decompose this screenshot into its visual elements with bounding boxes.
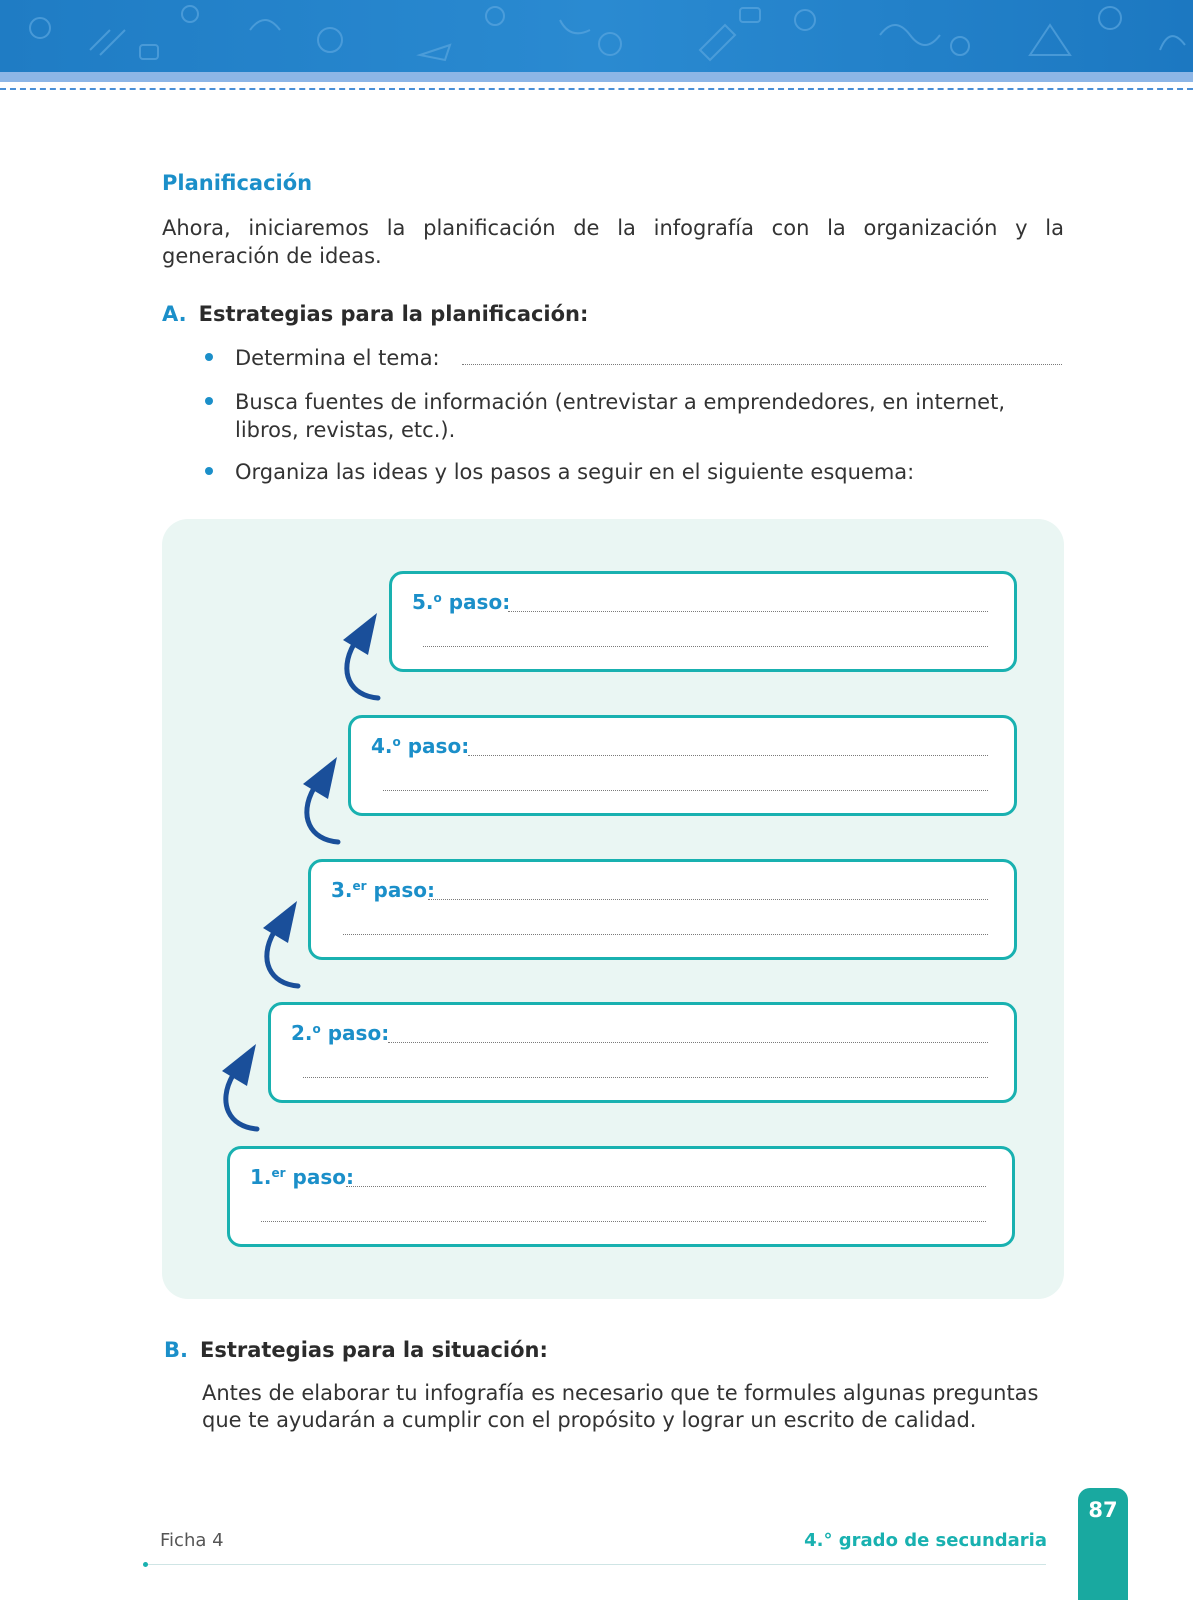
- step-2-line-2[interactable]: [303, 1077, 988, 1078]
- step-1-line-1[interactable]: [346, 1186, 986, 1187]
- step-2-label: 2.$^o$ paso:: [291, 1021, 390, 1045]
- bullet-dot-icon: [205, 353, 213, 361]
- step-4-line-1[interactable]: [468, 755, 988, 756]
- doodle-pattern: [0, 0, 1193, 72]
- bullet-text: Organiza las ideas y los pasos a seguir en el siguiente esquema:: [235, 460, 915, 484]
- step-3-line-2[interactable]: [343, 934, 988, 935]
- step-3-box[interactable]: [308, 859, 1017, 960]
- curved-arrow-icon: [250, 898, 310, 998]
- banner-dashed-divider: [0, 88, 1193, 90]
- bullet-dot-icon: [205, 397, 213, 405]
- section-b-heading-text: Estrategias para la situación:: [199, 1338, 548, 1362]
- bullet-item: [205, 388, 1065, 444]
- footer-grade: 4.° grado de secundaria: [804, 1530, 1047, 1551]
- section-b-letter: B.: [164, 1338, 188, 1362]
- section-b-heading: [164, 1338, 548, 1362]
- bullet-item: [205, 458, 1065, 486]
- section-b-paragraph: Antes de elaborar tu infografía es necesario que te formules algunas preguntas que te ayudarán a cumplir con el propósito y lograr un escrito de calidad.: [202, 1381, 1039, 1432]
- step-4-line-2[interactable]: [383, 790, 988, 791]
- step-4-box[interactable]: [348, 715, 1017, 816]
- bullet-dot-icon: [205, 467, 213, 475]
- header-banner: [0, 0, 1193, 72]
- step-5-box[interactable]: [389, 571, 1017, 672]
- step-5-label: 5.$^o$ paso:: [412, 590, 511, 614]
- step-2-box[interactable]: [268, 1002, 1017, 1103]
- curved-arrow-icon: [330, 610, 390, 710]
- step-1-line-2[interactable]: [261, 1221, 986, 1222]
- footer-divider: [146, 1564, 1046, 1565]
- step-4-label: 4.$^o$ paso:: [371, 734, 470, 758]
- step-5-line-1[interactable]: [508, 611, 988, 612]
- step-1-label: 1.$^{er}$ paso:: [250, 1165, 355, 1189]
- footer-dot-icon: [143, 1562, 148, 1567]
- step-1-box[interactable]: [227, 1146, 1015, 1247]
- page-number-tab: [1078, 1488, 1128, 1600]
- step-3-line-1[interactable]: [428, 899, 988, 900]
- bullet-text: Busca fuentes de información (entrevistar a emprendedores, en internet, libros, revistas, etc.).: [235, 390, 1005, 442]
- page-number: 87: [1088, 1498, 1118, 1522]
- step-2-line-1[interactable]: [388, 1042, 988, 1043]
- section-a-heading: [162, 302, 588, 326]
- bullet-item: [205, 344, 1065, 372]
- step-3-label: 3.$^{er}$ paso:: [331, 878, 436, 902]
- footer-ficha: Ficha 4: [160, 1530, 224, 1551]
- section-a-letter: A.: [162, 302, 187, 326]
- section-a-heading-text: Estrategias para la planificación:: [198, 302, 589, 326]
- tema-fill-line[interactable]: [462, 364, 1062, 365]
- intro-paragraph: Ahora, iniciaremos la planificación de la infografía con la organización y la generación de ideas.: [162, 216, 1064, 268]
- step-5-line-2[interactable]: [423, 646, 988, 647]
- curved-arrow-icon: [209, 1041, 269, 1141]
- banner-strip: [0, 72, 1193, 82]
- section-title: Planificación: [162, 171, 313, 195]
- bullet-text: Determina el tema:: [235, 346, 440, 370]
- curved-arrow-icon: [290, 754, 350, 854]
